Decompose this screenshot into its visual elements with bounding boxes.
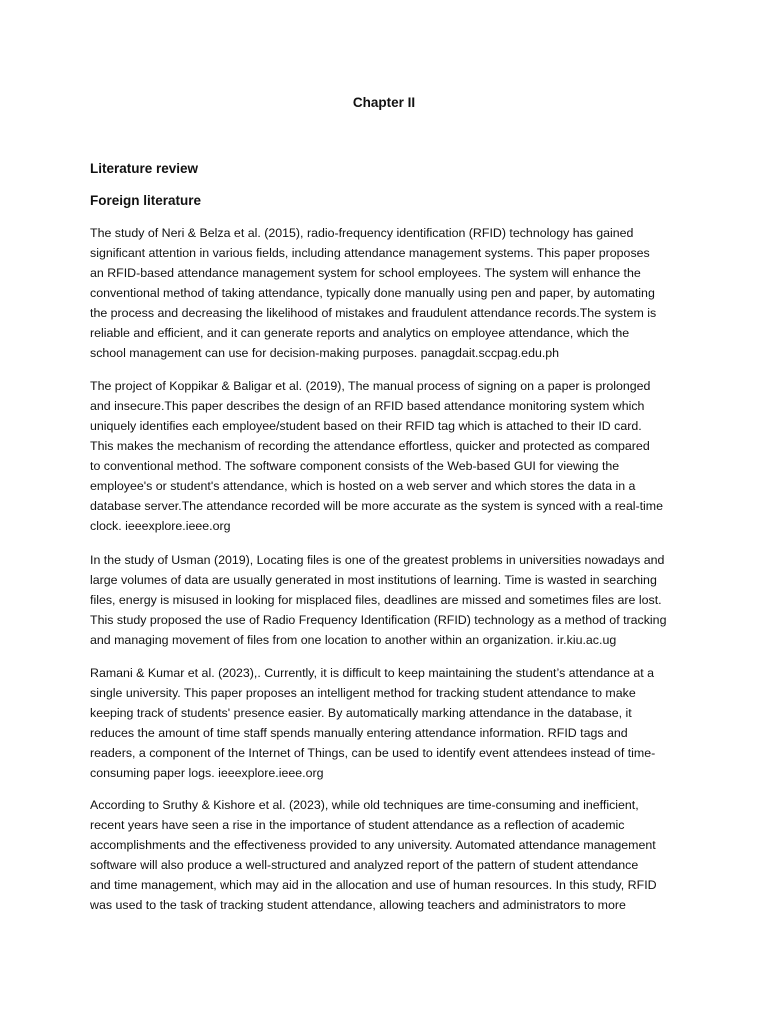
paragraph-line: was used to the task of tracking student attendance, allowing teachers and administrators to more — [90, 898, 626, 912]
paragraph-line: single university. This paper proposes an intelligent method for tracking student attendance to make — [90, 686, 636, 700]
paragraph-line: large volumes of data are usually generated in most institutions of learning. Time is wasted in searching — [90, 573, 657, 587]
paragraph-line: reliable and efficient, and it can generate reports and analytics on employee attendance, which the — [90, 326, 630, 340]
paragraph-usman — [90, 550, 680, 650]
paragraph-line: The study of Neri & Belza et al. (2015), radio-frequency identification (RFID) technology has gained — [90, 226, 634, 240]
paragraph-line: consuming paper logs. ieeexplore.ieee.org — [90, 766, 324, 780]
paragraph-neri-belza — [90, 223, 680, 363]
paragraph-line: Ramani & Kumar et al. (2023),. Currently, it is difficult to keep maintaining the student’s attendance at a — [90, 666, 655, 680]
paragraph-line: school management can use for decision-making purposes. panagdait.sccpag.edu.ph — [90, 346, 560, 360]
paragraph-line: In the study of Usman (2019), Locating files is one of the greatest problems in universities nowadays and — [90, 553, 665, 567]
paragraph-line: According to Sruthy & Kishore et al. (2023), while old techniques are time-consuming and inefficient, — [90, 798, 639, 812]
paragraph-line: the process and decreasing the likelihood of mistakes and fraudulent attendance records.The system is — [90, 306, 657, 320]
paragraph-line: reduces the amount of time staff spends manually entering attendance information. RFID tags and — [90, 726, 628, 740]
chapter-title: Chapter II — [352, 95, 416, 110]
paragraph-koppikar-baligar — [90, 376, 680, 536]
paragraph-line: readers, a component of the Internet of Things, can be used to identify event attendees instead of time- — [90, 746, 656, 760]
paragraph-line: database server.The attendance recorded will be more accurate as the system is synced with a real-time — [90, 499, 663, 513]
paragraph-line: This makes the mechanism of recording the attendance effortless, quicker and protected as compared — [90, 439, 650, 453]
paragraph-line: clock. ieeexplore.ieee.org — [90, 519, 231, 533]
paragraph-line: keeping track of students' presence easier. By automatically marking attendance in the database, it — [90, 706, 632, 720]
paragraph-line: and time management, which may aid in the allocation and use of human resources. In this study, RFID — [90, 878, 657, 892]
paragraph-line: an RFID-based attendance management system for school employees. The system will enhance the — [90, 266, 641, 280]
heading-foreign-literature: Foreign literature — [90, 193, 202, 208]
paragraph-line: recent years have seen a rise in the importance of student attendance as a reflection of academic — [90, 818, 625, 832]
paragraph-line: to conventional method. The software component consists of the Web-based GUI for viewing the — [90, 459, 620, 473]
paragraph-line: conventional method of taking attendance, typically done manually using pen and paper, by automating — [90, 286, 655, 300]
paragraph-sruthy-kishore — [90, 795, 680, 915]
paragraph-ramani-kumar — [90, 663, 680, 783]
paragraph-line: files, energy is misused in looking for misplaced files, deadlines are missed and sometimes files are lost. — [90, 593, 662, 607]
paragraph-line: employee's or student's attendance, which is hosted on a web server and which stores the data in a — [90, 479, 636, 493]
paragraph-line: accomplishments and the effectiveness provided to any university. Automated attendance management — [90, 838, 656, 852]
paragraph-line: software will also produce a well-structured and analyzed report of the pattern of student attendance — [90, 858, 639, 872]
paragraph-line: significant attention in various fields, including attendance management systems. This paper proposes — [90, 246, 650, 260]
paragraph-line: and insecure.This paper describes the design of an RFID based attendance monitoring system which — [90, 399, 645, 413]
paragraph-line: This study proposed the use of Radio Frequency Identification (RFID) technology as a method of tracking — [90, 613, 667, 627]
heading-literature-review: Literature review — [90, 161, 199, 176]
paragraph-line: The project of Koppikar & Baligar et al. (2019), The manual process of signing on a paper is prolonged — [90, 379, 651, 393]
paragraph-line: uniquely identifies each employee/student based on their RFID tag which is attached to their ID card. — [90, 419, 642, 433]
paragraph-line: and managing movement of files from one location to another within an organization. ir.kiu.ac.ug — [90, 633, 617, 647]
